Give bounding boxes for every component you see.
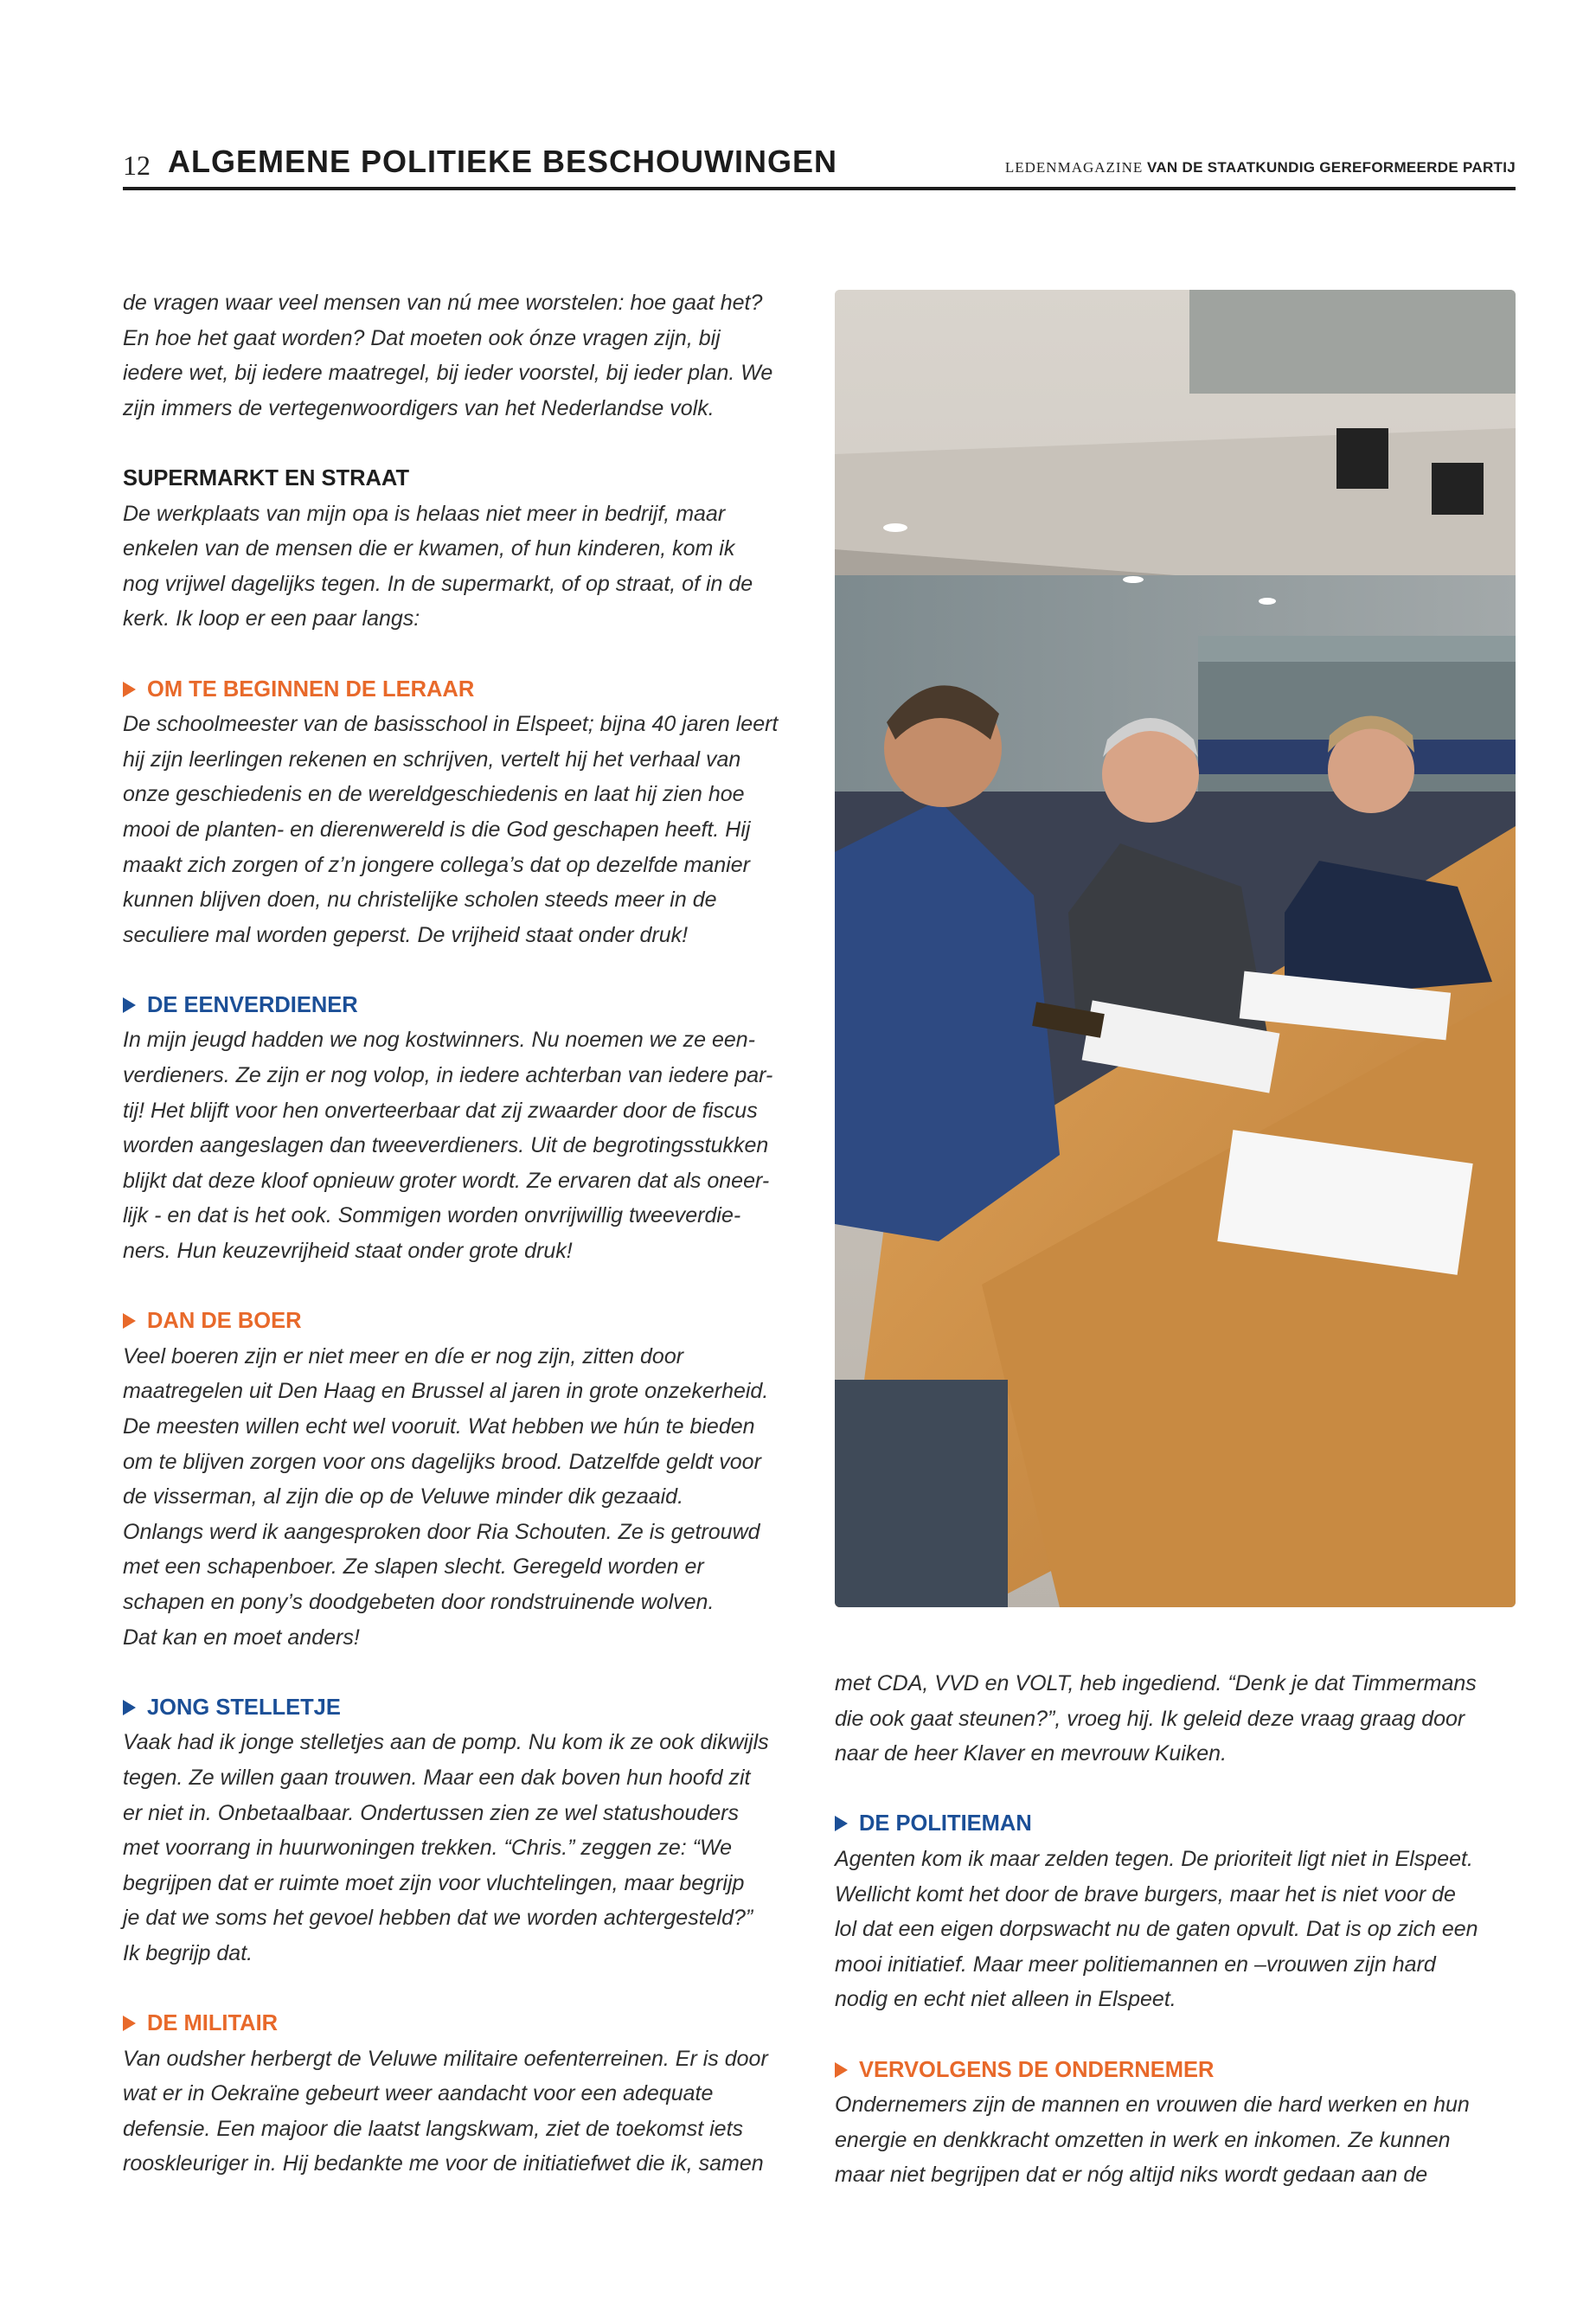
article-section	[123, 2006, 815, 2182]
body-text-line: nodig en echt niet alleen in Elspeet.	[835, 1987, 1176, 2012]
body-text-line: met een schapenboer. Ze slapen slecht. Geregeld worden er	[123, 1554, 704, 1580]
section-heading-text: OM TE BEGINNEN DE LERAAR	[147, 676, 475, 702]
body-text-line: De meesten willen echt wel vooruit. Wat hebben we hún te bieden	[123, 1414, 755, 1439]
section-heading-text: SUPERMARKT EN STRAAT	[123, 465, 410, 490]
body-text-line: er niet in. Onbetaalbaar. Ondertussen zien ze wel statushouders	[123, 1800, 739, 1825]
body-text-line: nog vrijwel dagelijks tegen. In de supermarkt, of op straat, of in de	[123, 571, 753, 596]
section-heading	[123, 1304, 815, 1339]
article-section	[123, 1690, 815, 1971]
body-text-line: defensie. Een majoor die laatst langskwam, ziet de toekomst iets	[123, 2116, 744, 2141]
body-text-line: de visserman, al zijn die op de Veluwe minder dik gezaaid.	[123, 1484, 684, 1509]
section-heading-text: DE EENVERDIENER	[147, 992, 358, 1017]
magazine-name: LEDENMAGAZINE	[1004, 159, 1144, 176]
body-text-line: maatregelen uit Den Haag en Brussel al jaren in grote onzekerheid.	[123, 1379, 769, 1404]
body-text-line: onze geschiedenis en de wereldgeschiedenis en laat hij zien hoe	[123, 782, 745, 807]
section-heading	[835, 2053, 1527, 2088]
article-section	[835, 1806, 1527, 2017]
body-text-line: maakt zich zorgen of z’n jongere collega’s dat op dezelfde manier	[123, 852, 750, 877]
body-text-line: naar de heer Klaver en mevrouw Kuiken.	[835, 1741, 1227, 1766]
body-text-line: seculiere mal worden geperst. De vrijheid staat onder druk!	[123, 922, 689, 947]
triangle-bullet-icon	[123, 682, 136, 697]
article-section	[123, 285, 815, 426]
body-text-line: om te blijven zorgen voor ons dagelijks brood. Datzelfde geldt voor	[123, 1449, 761, 1474]
body-text-line: Ik begrijp dat.	[123, 1940, 253, 1965]
page-number: 12	[123, 150, 151, 181]
body-text-line: Dat kan en moet anders!	[123, 1625, 360, 1650]
body-text-line: lijk - en dat is het ook. Sommigen worden onvrijwillig tweeverdie-	[123, 1203, 741, 1228]
body-text-line: tegen. Ze willen gaan trouwen. Maar een dak boven hun hoofd zit	[123, 1765, 751, 1790]
party-name: VAN DE STAATKUNDIG GEREFORMEERDE PARTIJ	[1146, 159, 1516, 176]
parliament-photo-illustration	[835, 290, 1516, 1607]
body-text-line: kunnen blijven doen, nu christelijke scholen steeds meer in de	[123, 888, 717, 913]
body-text-line: de vragen waar veel mensen van nú mee worstelen: hoe gaat het?	[123, 291, 763, 315]
triangle-bullet-icon	[835, 2062, 848, 2078]
section-heading	[123, 672, 815, 708]
section-heading	[123, 1690, 815, 1726]
article-section	[835, 1666, 1527, 1772]
page-header	[123, 138, 1516, 190]
section-heading-text: DAN DE BOER	[147, 1309, 302, 1334]
section-heading	[123, 2006, 815, 2041]
body-text-line: De schoolmeester van de basisschool in Elspeet; bijna 40 jaren leert	[123, 712, 779, 737]
body-text-line: worden aangeslagen dan tweeverdieners. Uit de begrotingsstukken	[123, 1133, 769, 1158]
triangle-bullet-icon	[123, 997, 136, 1013]
body-text-line: Ondernemers zijn de mannen en vrouwen die hard werken en hun	[835, 2093, 1470, 2118]
body-text-line: Onlangs werd ik aangesproken door Ria Schouten. Ze is getrouwd	[123, 1519, 760, 1544]
article-photo	[835, 290, 1516, 1607]
triangle-bullet-icon	[123, 1313, 136, 1329]
body-text-line: De werkplaats van mijn opa is helaas niet meer in bedrijf, maar	[123, 501, 726, 526]
body-text-line: hij zijn leerlingen rekenen en schrijven, vertelt hij het verhaal van	[123, 747, 741, 772]
body-text-line: Wellicht komt het door de brave burgers, maar het is niet voor de	[835, 1881, 1456, 1907]
article-section	[123, 461, 815, 637]
body-text-line: energie en denkkracht omzetten in werk en inkomen. Ze kunnen	[835, 2127, 1451, 2152]
body-text-line: tij! Het blijft voor hen onverteerbaar dat zij zwaarder door de fiscus	[123, 1098, 758, 1123]
body-text-line: die ook gaat steunen?”, vroeg hij. Ik geleid deze vraag graag door	[835, 1706, 1465, 1731]
body-text-line: kerk. Ik loop er een paar langs:	[123, 606, 420, 631]
section-heading-text: DE MILITAIR	[147, 2011, 279, 2036]
body-text-line: iedere wet, bij iedere maatregel, bij ieder voorstel, bij ieder plan. We	[123, 361, 773, 386]
triangle-bullet-icon	[835, 1816, 848, 1831]
section-heading	[123, 461, 815, 497]
body-text-line: schapen en pony’s doodgebeten door rondstruinende wolven.	[123, 1589, 715, 1614]
body-text-line: En hoe het gaat worden? Dat moeten ook ónze vragen zijn, bij	[123, 325, 721, 350]
body-text-line: Agenten kom ik maar zelden tegen. De prioriteit ligt niet in Elspeet.	[835, 1846, 1473, 1871]
body-text-line: rooskleuriger in. Hij bedankte me voor de initiatiefwet die ik, samen	[123, 2151, 764, 2176]
section-heading	[835, 1806, 1527, 1842]
body-text-line: Vaak had ik jonge stelletjes aan de pomp. Nu kom ik ze ook dikwijls	[123, 1730, 769, 1755]
magazine-label	[1005, 159, 1516, 176]
section-heading-text: DE POLITIEMAN	[859, 1811, 1032, 1836]
triangle-bullet-icon	[123, 1700, 136, 1715]
body-text-line: mooi initiatief. Maar meer politiemannen en –vrouwen zijn hard	[835, 1952, 1436, 1977]
body-text-line: met voorrang in huurwoningen trekken. “Chris.” zeggen ze: “We	[123, 1836, 733, 1861]
section-heading-text: JONG STELLETJE	[147, 1695, 341, 1720]
article-section	[835, 2053, 1527, 2193]
body-text-line: mooi de planten- en dierenwereld is die God geschapen heeft. Hij	[123, 817, 751, 842]
article-section	[123, 988, 815, 1269]
article-section	[123, 672, 815, 953]
body-text-line: zijn immers de vertegenwoordigers van het Nederlandse volk.	[123, 395, 715, 420]
body-text-line: blijkt dat deze kloof opnieuw groter wordt. Ze ervaren dat als oneer-	[123, 1168, 770, 1193]
header-rule	[123, 187, 1516, 190]
body-text-line: ners. Hun keuzevrijheid staat onder grote druk!	[123, 1239, 573, 1264]
body-text-line: met CDA, VVD en VOLT, heb ingediend. “Denk je dat Timmermans	[835, 1671, 1477, 1695]
body-text-line: wat er in Oekraïne gebeurt weer aandacht voor een adequate	[123, 2081, 714, 2106]
body-text-line: verdieners. Ze zijn er nog volop, in iedere achterban van iedere par-	[123, 1063, 773, 1088]
body-text-line: maar niet begrijpen dat er nóg altijd niks wordt gedaan aan de	[835, 2163, 1428, 2188]
body-text-line: begrijpen dat er ruimte moet zijn voor vluchtelingen, maar begrijp	[123, 1870, 745, 1895]
section-title: ALGEMENE POLITIEKE BESCHOUWINGEN	[168, 144, 838, 179]
body-text-line: enkelen van de mensen die er kwamen, of hun kinderen, kom ik	[123, 536, 735, 561]
right-column	[835, 1666, 1527, 2193]
body-text-line: je dat we soms het gevoel hebben dat we worden achtergesteld?”	[123, 1906, 753, 1931]
triangle-bullet-icon	[123, 2016, 136, 2031]
body-text-line: Van oudsher herbergt de Veluwe militaire oefenterreinen. Er is door	[123, 2046, 768, 2071]
article-section	[123, 1304, 815, 1655]
body-text-line: In mijn jeugd hadden we nog kostwinners. Nu noemen we ze een-	[123, 1028, 755, 1053]
section-heading-text: VERVOLGENS DE ONDERNEMER	[859, 2057, 1215, 2082]
body-text-line: lol dat een eigen dorpswacht nu de gaten opvult. Dat is op zich een	[835, 1917, 1478, 1942]
left-column	[123, 285, 815, 2182]
body-text-line: Veel boeren zijn er niet meer en díe er nog zijn, zitten door	[123, 1343, 684, 1368]
section-heading	[123, 988, 815, 1023]
